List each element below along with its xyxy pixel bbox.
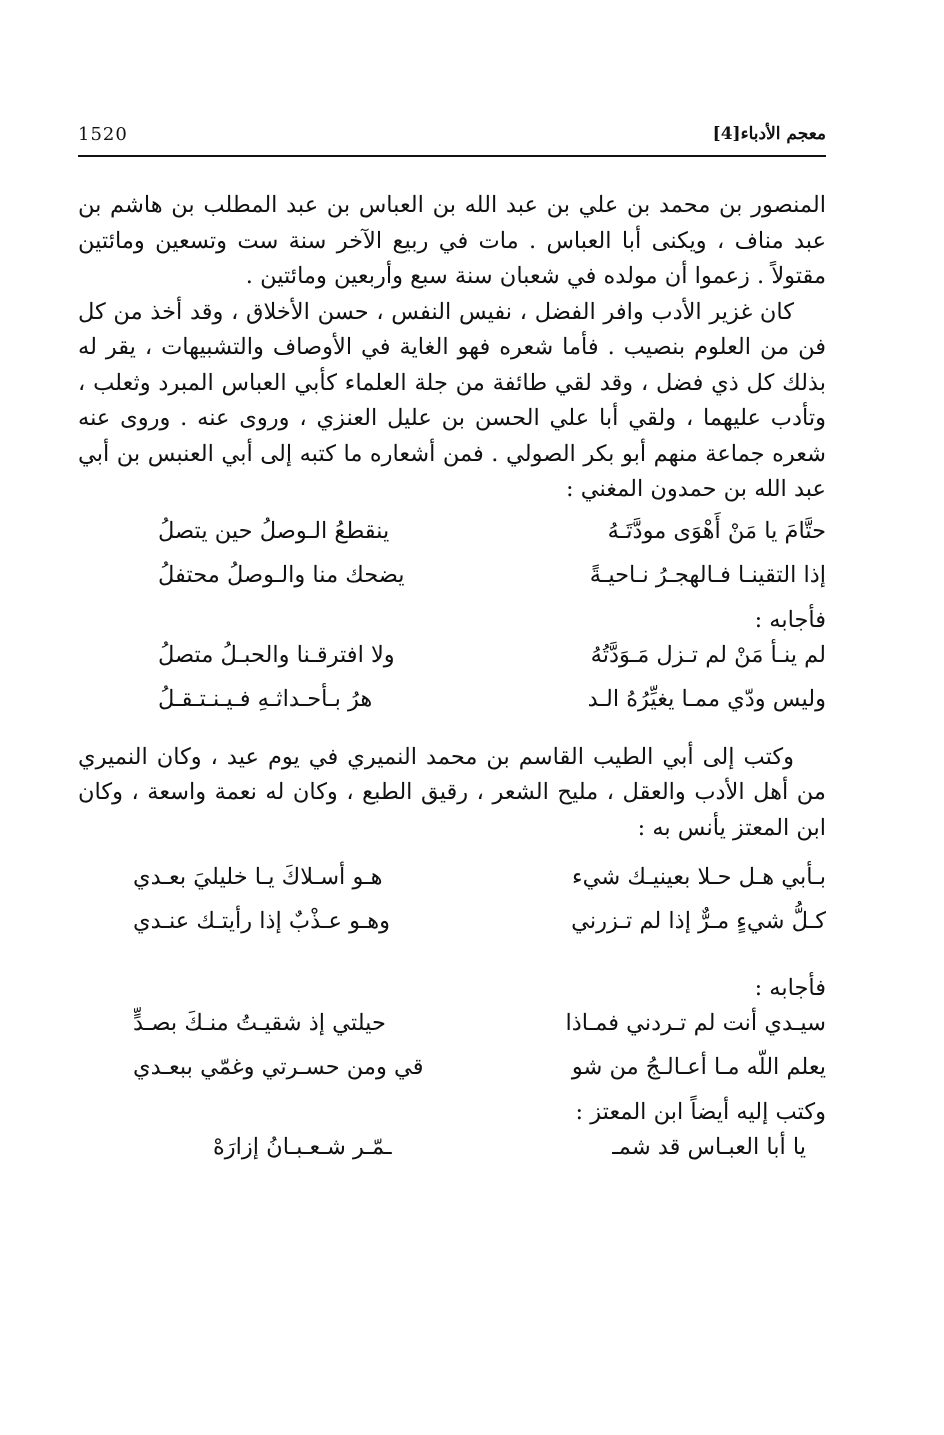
header-rule bbox=[78, 155, 826, 157]
verse-first-hemistich: يا أبا العبـاس قد شمـ bbox=[612, 1134, 806, 1160]
running-header bbox=[78, 124, 826, 158]
verse-second-hemistich: ينقطعُ الـوصلُ حين يتصلُ bbox=[158, 517, 390, 544]
verse-first-hemistich: إذا التقينـا فـالهجـرُ نـاحيـةً bbox=[589, 561, 826, 588]
verse-line bbox=[78, 904, 826, 948]
verse-first-hemistich: حتَّامَ يا مَنْ أَهْوَى مودَّتَـهُ bbox=[607, 517, 826, 544]
verse-first-hemistich: بـأبي هـل حـلا بعينيـك شيء bbox=[572, 864, 826, 890]
page-body bbox=[78, 188, 826, 1174]
verse-second-hemistich: حيلتي إذ شقيـتُ منـكَ بصـدٍّ bbox=[133, 1010, 386, 1036]
verse-first-hemistich: لم ينـأ مَنْ لم تـزل مَـوَدَّتُهُ bbox=[590, 641, 826, 668]
verse-line bbox=[78, 514, 826, 558]
verse-line bbox=[78, 1130, 826, 1174]
verse-first-hemistich: كـلُّ شيءٍ مـرٌّ إذا لم تـزرني bbox=[571, 908, 826, 934]
verse-first-hemistich: سيـدي أنت لم تـردني فمـاذا bbox=[565, 1010, 826, 1036]
verse-line bbox=[78, 1050, 826, 1094]
verse-second-hemistich: ـمّـر شـعـبـانُ إزارَهْ bbox=[213, 1134, 392, 1160]
verse-second-hemistich: يضحك منا والـوصلُ محتفلُ bbox=[158, 561, 405, 588]
verse-second-hemistich: وهـو عـذْبٌ إذا رأيتـك عنـدي bbox=[133, 908, 391, 934]
intro-label: وكتب إليه أيضاً ابن المعتز : bbox=[575, 1099, 826, 1125]
page-number: 1520 bbox=[78, 124, 128, 145]
verse-second-hemistich: هـو أسـلاكَ يـا خليليَ بعـدي bbox=[133, 864, 383, 890]
paragraph-biography: كان غزير الأدب وافر الفضل ، نفيس النفس ، حسن الأخلاق ، وقد أخذ من كل فن من العلوم بنصيب . فأما شعره فهو الغاية في الأوصاف والتشبيهات ، يقر له بذلك كل ذي فضل ، وقد لقي طائفة من جلة العلماء كأبي العباس المبرد وثعلب ، وتأدب عليهما ، ولقي أبا علي الحسن بن عليل العنزي ، وروى عنه . وروى عنه شعره جماعة منهم أبو بكر الصولي . فمن أشعاره ما كتبه إلى أبي العنبس بن أبي عبد الله بن حمدون المغني : bbox=[78, 298, 826, 502]
verse-second-hemistich: قي ومن حسـرتي وغمّي ببعـدي bbox=[133, 1054, 424, 1080]
verse-first-hemistich: وليس ودّي ممـا يغيِّرُهُ الـد bbox=[587, 685, 826, 712]
verse-second-hemistich: ولا افترقـنا والحبـلُ متصلُ bbox=[158, 641, 395, 668]
verse-line bbox=[78, 558, 826, 602]
reply-label: فأجابه : bbox=[754, 975, 826, 1001]
verse-second-hemistich: هرُ بـأحـداثـهِ فـيـنـتـقـلُ bbox=[158, 685, 373, 712]
verse-line bbox=[78, 638, 826, 682]
paragraph-letter: وكتب إلى أبي الطيب القاسم بن محمد النميري في يوم عيد ، وكان النميري من أهل الأدب والعقل ، مليح الشعر ، رقيق الطبع ، وكان له نعمة واسعة ، وكان ابن المعتز يأنس به : bbox=[78, 743, 826, 841]
reply-label: فأجابه : bbox=[754, 606, 826, 633]
verse-line bbox=[78, 1006, 826, 1050]
verse-first-hemistich: يعلم اللّه مـا أعـالـجُ من شو bbox=[571, 1054, 826, 1080]
paragraph-continuation: المنصور بن محمد بن علي بن عبد الله بن العباس بن عبد المطلب بن هاشم بن عبد مناف ، ويكنى أبا العباس . مات في ربيع الآخر سنة ست وتسعين ومائتين مقتولاً . زعموا أن مولده في شعبان سنة سبع وأربعين ومائتين . bbox=[78, 192, 826, 289]
verse-line bbox=[78, 860, 826, 904]
book-title: معجم الأدباء[4] bbox=[712, 124, 826, 144]
verse-line bbox=[78, 682, 826, 726]
